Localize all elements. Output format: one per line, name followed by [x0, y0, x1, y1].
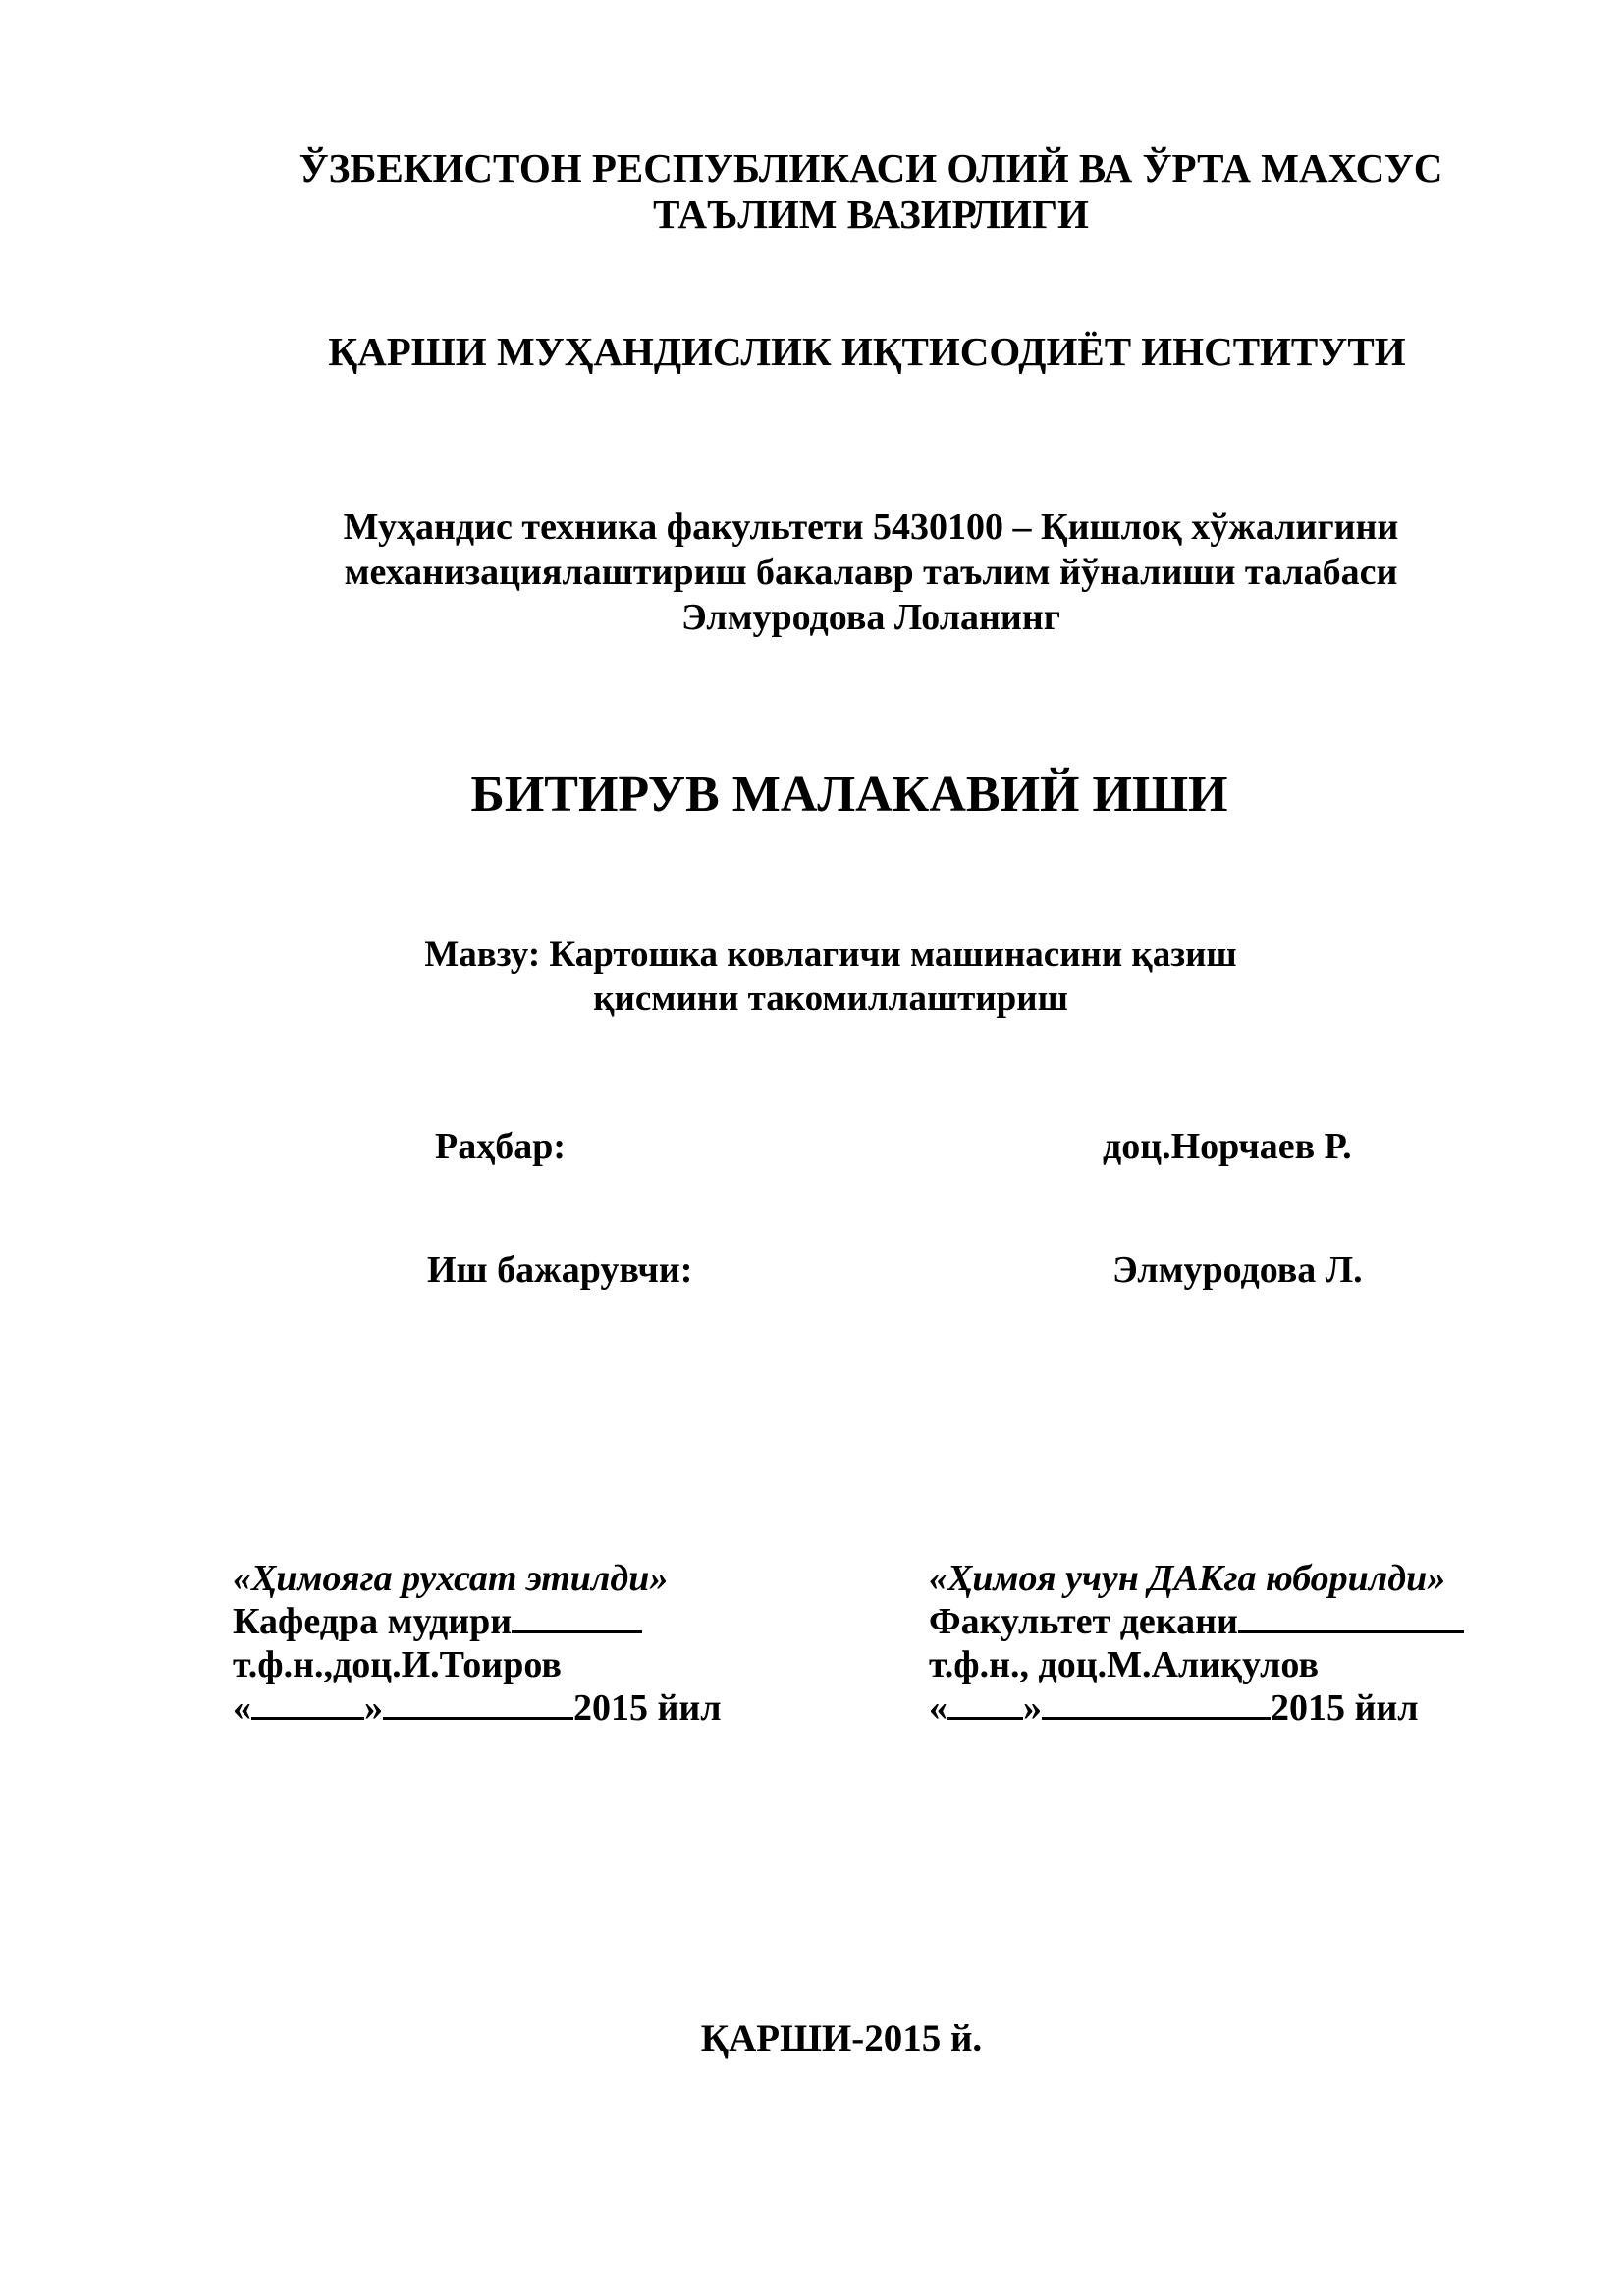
student-info [0, 505, 1624, 640]
institute-name: ҚАРШИ МУҲАНДИСЛИК ИҚТИСОДИЁТ ИНСТИТУТИ [328, 329, 1406, 374]
topic-line-2: қисмини такомиллаштириш [593, 979, 1068, 1019]
student-info-line-2: механизациялаштириш бакалавр таълим йўналиши талабаси [344, 552, 1398, 593]
ministry-line-1: ЎЗБЕКИСТОН РЕСПУБЛИКАСИ ОЛИЙ ВА ЎРТА МАХСУС [298, 145, 1443, 190]
supervisor-label: Раҳбар: [435, 1126, 566, 1167]
month-blank [383, 1687, 573, 1720]
date-year: 2015 йил [573, 1687, 722, 1729]
student-info-line-3: Элмуродова Лоланинг [681, 597, 1060, 638]
month-blank [1042, 1687, 1271, 1720]
signature-line [929, 1600, 1464, 1643]
executor-label: Иш бажарувчи: [427, 1250, 693, 1291]
approver-position: Факультет декани [929, 1601, 1238, 1642]
student-info-line-1: Муҳандис техника факультети 5430100 – Қишлоқ хўжалигини [343, 507, 1399, 548]
date-year: 2015 йил [1271, 1687, 1419, 1729]
date-line: « » 2015 йил [929, 1687, 1419, 1729]
supervisor-name: доц.Норчаев Р. [1103, 1126, 1352, 1167]
executor-name: Элмуродова Л. [1112, 1250, 1363, 1291]
document-type-title: БИТИРУВ МАЛАКАВИЙ ИШИ [470, 767, 1228, 823]
signature-blank [512, 1601, 642, 1633]
approval-block-department [233, 1557, 722, 1730]
approver-name: т.ф.н.,доц.И.Тоиров [233, 1644, 562, 1685]
day-blank [251, 1687, 364, 1720]
approval-quote: «Ҳимоя учун ДАКга юборилди» [929, 1558, 1446, 1599]
footer-city-year: ҚАРШИ-2015 й. [700, 2017, 983, 2059]
ministry-line-2: ТАЪЛИМ ВАЗИРЛИГИ [653, 191, 1089, 237]
topic-line-1: Мавзу: Картошка ковлагичи машинасини қазиш [424, 934, 1237, 975]
date-line: « » 2015 йил [233, 1687, 722, 1729]
signature-blank [1238, 1601, 1464, 1633]
approver-name: т.ф.н., доц.М.Алиқулов [929, 1644, 1319, 1685]
approval-block-faculty [929, 1557, 1464, 1730]
ministry-heading [0, 145, 1624, 238]
topic [0, 933, 1624, 1021]
approver-position: Кафедра мудири [233, 1601, 513, 1642]
day-blank [947, 1687, 1023, 1720]
signature-line [233, 1600, 722, 1643]
approval-quote: «Ҳимояга рухсат этилди» [233, 1558, 669, 1599]
